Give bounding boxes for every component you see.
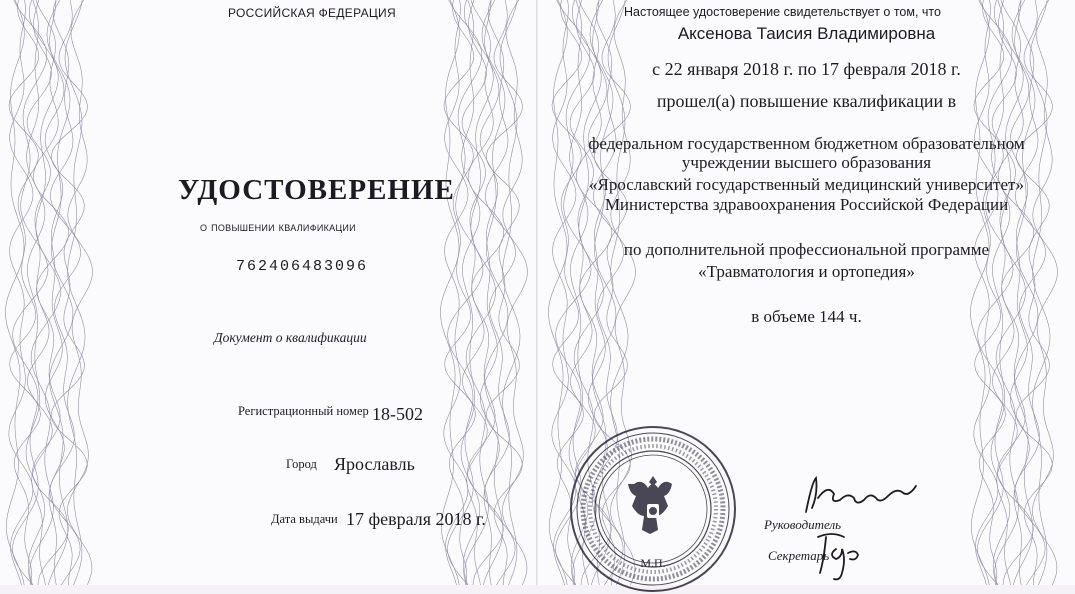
guilloche-border-right [965, 0, 1075, 585]
program-line: по дополнительной профессиональной программе [623, 240, 990, 259]
registration-number-value: 18-502 [372, 404, 423, 424]
registration-number-label: Регистрационный номер [238, 404, 369, 418]
hours-volume: в объеме 144 ч. [751, 307, 862, 326]
program-name: «Травматология и ортопедия» [698, 262, 915, 281]
seal-mark: М.П. [640, 556, 666, 570]
training-period: с 22 января 2018 г. по 17 февраля 2018 г. [652, 59, 961, 79]
secretary-signature-label: Секретарь [768, 548, 830, 563]
institution-line: учреждении высшего образования [681, 153, 932, 172]
double-headed-eagle-icon [628, 476, 672, 534]
guilloche-border-left [0, 0, 110, 585]
issue-date-value: 17 февраля 2018 г. [346, 509, 486, 529]
document-number: 762406483096 [236, 258, 369, 275]
head-signature [798, 468, 938, 528]
document-type: Документ о квалификации [214, 330, 367, 345]
document-title: УДОСТОВЕРЕНИЕ [178, 174, 455, 206]
passed-statement: прошел(а) повышение квалификации в [656, 91, 957, 111]
guilloche-border-left-inner [430, 0, 540, 585]
institution-line: «Ярославский государственный медицинский университет» [589, 175, 1024, 194]
institution-line: Министерства здравоохранения Российской Федерации [604, 195, 1009, 214]
certify-statement: Настоящее удостоверение свидетельствует о том, что [624, 5, 941, 19]
official-seal-stamp [568, 424, 738, 594]
document-subtitle: о повышении квалификации [200, 220, 356, 234]
issue-date-label: Дата выдачи [271, 512, 338, 526]
country-name: РОССИЙСКАЯ ФЕДЕРАЦИЯ [228, 6, 396, 20]
city-value: Ярославль [334, 454, 415, 474]
institution-line: федеральном государственном бюджетном образовательном [588, 134, 1025, 153]
head-signature-label: Руководитель [764, 517, 842, 532]
holder-name: Аксенова Таисия Владимировна [677, 24, 936, 43]
city-label: Город [286, 457, 317, 471]
secretary-signature [808, 525, 888, 585]
